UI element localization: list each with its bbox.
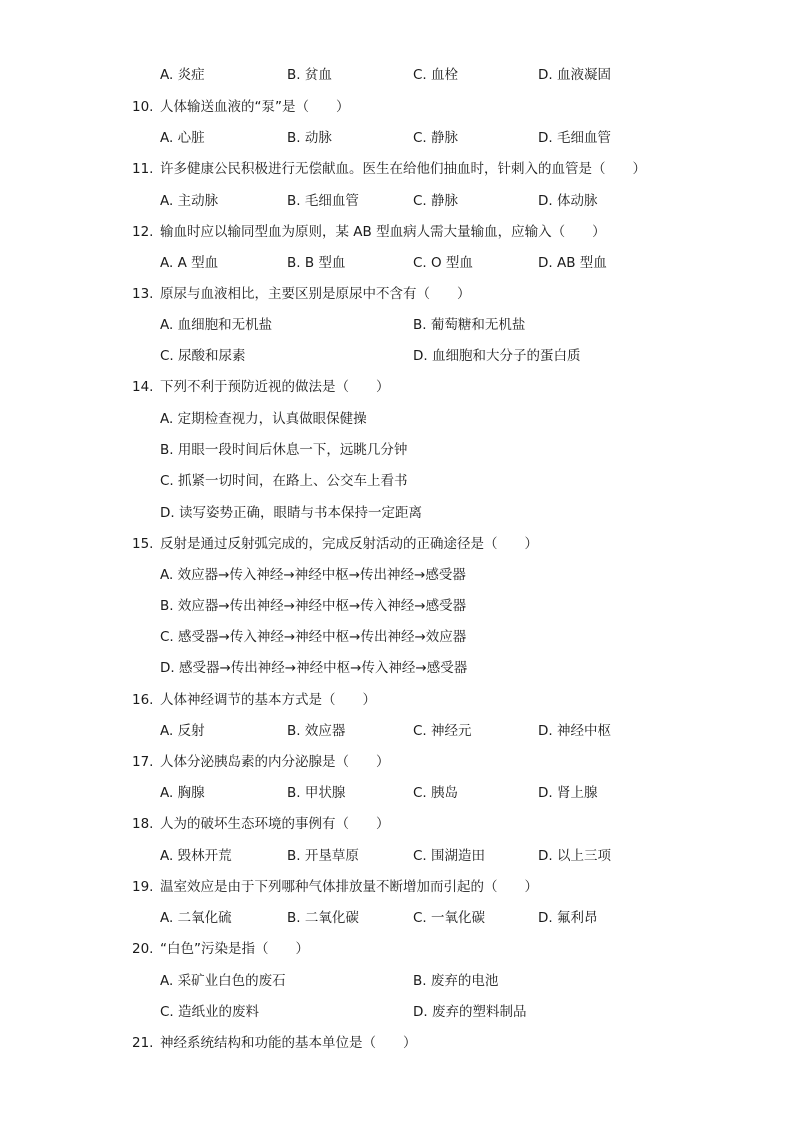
- q14-option-a: A. 定期检查视力，认真做眼保健操: [160, 411, 367, 427]
- q10-option-c: C. 静脉: [413, 130, 459, 146]
- q19-option-a: A. 二氧化硫: [160, 910, 232, 926]
- q11-option-c: C. 静脉: [413, 193, 459, 209]
- q16-option-b: B. 效应器: [287, 723, 346, 739]
- q10-options: [0, 127, 794, 149]
- q15-question: [0, 533, 794, 555]
- q18-text: 人为的破坏生态环境的事例有（ ）: [160, 816, 390, 832]
- q13-options-row2: [0, 345, 794, 367]
- q16-option-c: C. 神经元: [413, 723, 472, 739]
- q13-option-a: A. 血细胞和无机盐: [160, 317, 273, 333]
- q13-question: [0, 283, 794, 305]
- q20-options-row1: [0, 970, 794, 992]
- q10-option-d: D. 毛细血管: [538, 130, 611, 146]
- q17-text: 人体分泌胰岛素的内分泌腺是（ ）: [160, 754, 390, 770]
- q9-options: [0, 64, 794, 86]
- q10-option-b: B. 动脉: [287, 130, 332, 146]
- q18-option-c: C. 围湖造田: [413, 848, 486, 864]
- q9-option-c: C. 血栓: [413, 67, 459, 83]
- q18-number: 18.: [132, 816, 154, 832]
- q19-question: [0, 876, 794, 898]
- q16-option-a: A. 反射: [160, 723, 205, 739]
- q14-option-b: B. 用眼一段时间后休息一下，远眺几分钟: [160, 442, 408, 458]
- q10-option-a: A. 心脏: [160, 130, 205, 146]
- q13-option-d: D. 血细胞和大分子的蛋白质: [413, 348, 581, 364]
- q14-number: 14.: [132, 379, 154, 395]
- q14-option-a-row: [0, 408, 794, 430]
- q14-option-c: C. 抓紧一切时间，在路上、公交车上看书: [160, 473, 408, 489]
- q15-option-b: B. 效应器→传出神经→神经中枢→传入神经→感受器: [160, 598, 467, 614]
- q14-question: [0, 376, 794, 398]
- q11-question: [0, 158, 794, 180]
- q9-option-d: D. 血液凝固: [538, 67, 611, 83]
- q17-number: 17.: [132, 754, 154, 770]
- q11-text: 许多健康公民积极进行无偿献血。医生在给他们抽血时，针刺入的血管是（ ）: [160, 161, 646, 177]
- q19-options: [0, 907, 794, 929]
- q12-option-b: B. B 型血: [287, 255, 346, 271]
- q21-number: 21.: [132, 1035, 154, 1051]
- q18-options: [0, 845, 794, 867]
- q15-number: 15.: [132, 536, 154, 552]
- q12-text: 输血时应以输同型血为原则，某 AB 型血病人需大量输血，应输入（ ）: [160, 224, 606, 240]
- q15-option-b-row: [0, 595, 794, 617]
- q16-option-d: D. 神经中枢: [538, 723, 611, 739]
- q14-option-d: D. 读写姿势正确，眼睛与书本保持一定距离: [160, 505, 422, 521]
- q14-text: 下列不利于预防近视的做法是（ ）: [160, 379, 390, 395]
- q17-options: [0, 782, 794, 804]
- q13-text: 原尿与血液相比，主要区别是原尿中不含有（ ）: [160, 286, 471, 302]
- q15-option-d-row: [0, 657, 794, 679]
- q20-option-d: D. 废弃的塑料制品: [413, 1004, 527, 1020]
- q19-number: 19.: [132, 879, 154, 895]
- q10-text: 人体输送血液的“泵”是（ ）: [160, 99, 350, 115]
- q14-option-b-row: [0, 439, 794, 461]
- q21-question: [0, 1032, 794, 1054]
- q20-option-c: C. 造纸业的废料: [160, 1004, 260, 1020]
- q13-options-row1: [0, 314, 794, 336]
- q12-number: 12.: [132, 224, 154, 240]
- q14-option-d-row: [0, 502, 794, 524]
- q17-option-d: D. 肾上腺: [538, 785, 598, 801]
- q17-question: [0, 751, 794, 773]
- q12-question: [0, 221, 794, 243]
- q19-option-d: D. 氟利昂: [538, 910, 598, 926]
- q12-option-a: A. A 型血: [160, 255, 219, 271]
- q12-option-c: C. O 型血: [413, 255, 473, 271]
- q20-number: 20.: [132, 941, 154, 957]
- q20-option-b: B. 废弃的电池: [413, 973, 499, 989]
- q12-option-d: D. AB 型血: [538, 255, 607, 271]
- q11-option-b: B. 毛细血管: [287, 193, 359, 209]
- q18-question: [0, 813, 794, 835]
- q11-option-d: D. 体动脉: [538, 193, 598, 209]
- q19-text: 温室效应是由于下列哪种气体排放量不断增加而引起的（ ）: [160, 879, 538, 895]
- q17-option-c: C. 胰岛: [413, 785, 459, 801]
- q17-option-a: A. 胸腺: [160, 785, 205, 801]
- q20-options-row2: [0, 1001, 794, 1023]
- q9-option-a: A. 炎症: [160, 67, 205, 83]
- q20-text: “白色”污染是指（ ）: [160, 941, 309, 957]
- q15-option-c-row: [0, 626, 794, 648]
- q13-number: 13.: [132, 286, 154, 302]
- q16-text: 人体神经调节的基本方式是（ ）: [160, 692, 376, 708]
- q19-option-c: C. 一氧化碳: [413, 910, 486, 926]
- q16-number: 16.: [132, 692, 154, 708]
- q9-option-b: B. 贫血: [287, 67, 332, 83]
- q16-question: [0, 689, 794, 711]
- q18-option-a: A. 毁林开荒: [160, 848, 232, 864]
- q11-option-a: A. 主动脉: [160, 193, 219, 209]
- q11-number: 11.: [132, 161, 154, 177]
- q16-options: [0, 720, 794, 742]
- q20-question: [0, 938, 794, 960]
- q11-options: [0, 190, 794, 212]
- q15-option-c: C. 感受器→传入神经→神经中枢→传出神经→效应器: [160, 629, 467, 645]
- q14-option-c-row: [0, 470, 794, 492]
- q18-option-d: D. 以上三项: [538, 848, 611, 864]
- q12-options: [0, 252, 794, 274]
- q15-option-a-row: [0, 564, 794, 586]
- q19-option-b: B. 二氧化碳: [287, 910, 359, 926]
- q15-option-d: D. 感受器→传出神经→神经中枢→传入神经→感受器: [160, 660, 468, 676]
- q13-option-b: B. 葡萄糖和无机盐: [413, 317, 526, 333]
- q15-text: 反射是通过反射弧完成的，完成反射活动的正确途径是（ ）: [160, 536, 538, 552]
- q15-option-a: A. 效应器→传入神经→神经中枢→传出神经→感受器: [160, 567, 466, 583]
- q18-option-b: B. 开垦草原: [287, 848, 359, 864]
- q10-number: 10.: [132, 99, 154, 115]
- q13-option-c: C. 尿酸和尿素: [160, 348, 246, 364]
- q20-option-a: A. 采矿业白色的废石: [160, 973, 286, 989]
- q17-option-b: B. 甲状腺: [287, 785, 346, 801]
- q21-text: 神经系统结构和功能的基本单位是（ ）: [160, 1035, 417, 1051]
- q10-question: [0, 96, 794, 118]
